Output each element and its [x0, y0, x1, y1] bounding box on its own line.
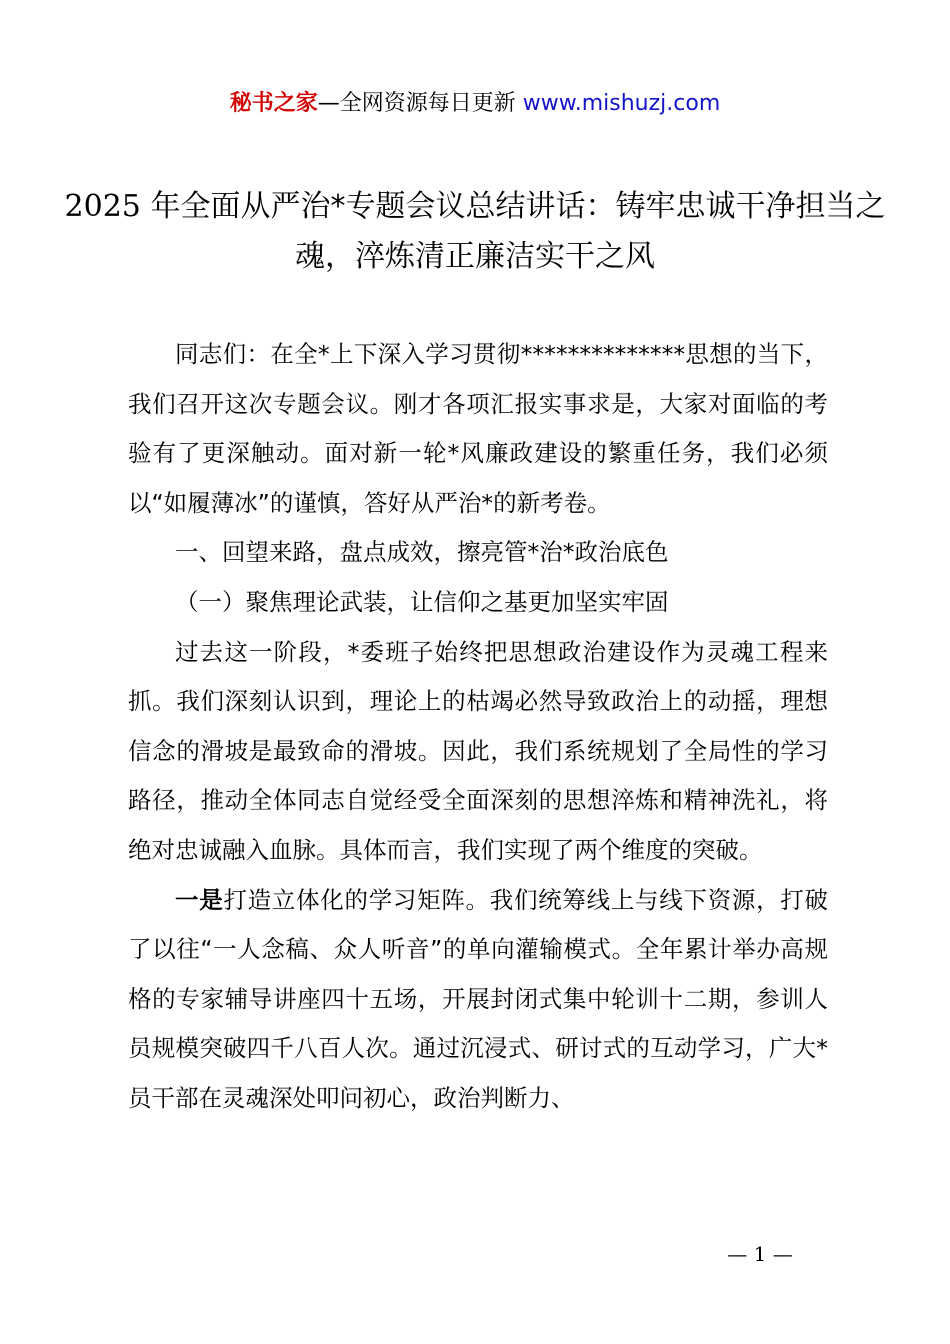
point-one-text: 打造立体化的学习矩阵。我们统筹线上与线下资源，打破了以往“一人念稿、众人听音”的单向灌输模式。全年累计举办高规格的专家辅导讲座四十五场，开展封闭式集中轮训十二期，参训人员规模突破四千八百人次。通过沉浸式、研讨式的互动学习，广大*员干部在灵魂深处叩问初心，政治判断力、: [128, 885, 829, 1112]
brand-name: 秘书之家: [229, 91, 318, 116]
title-text: 年全面从严治*专题会议总结讲话：铸牢忠诚干净担当之魂，淬炼清正廉洁实干之风: [140, 189, 886, 274]
document-title: [60, 182, 890, 282]
opening-paragraph: 同志们：在全*上下深入学习贯彻**************思想的当下，我们召开这次专题会议。刚才各项汇报实事求是，大家对面临的考验有了更深触动。面对新一轮*风廉政建设的繁重任务，我们必须以“如履薄冰”的谨慎，答好从严治*的新考卷。: [128, 340, 828, 517]
header-tagline: —全网资源每日更新: [317, 91, 523, 116]
point-one-lead: 一是: [175, 885, 224, 914]
header-url[interactable]: www.mishuzj.com: [522, 91, 721, 116]
point-one-paragraph: [128, 876, 828, 1124]
subsection-heading: （一）聚焦理论武装，让信仰之基更加坚实牢固: [175, 587, 669, 616]
page-number: — 1 —: [727, 1242, 793, 1266]
body-paragraph: 过去这一阶段，*委班子始终把思想政治建设作为灵魂工程来抓。我们深刻认识到，理论上的枯竭必然导致政治上的动摇，理想信念的滑坡是最致命的滑坡。因此，我们系统规划了全局性的学习路径，推动全体同志自觉经受全面深刻的思想淬炼和精神洗礼，将绝对忠诚融入血脉。具体而言，我们实现了两个维度的突破。: [128, 637, 828, 864]
title-year: 2025: [64, 189, 141, 224]
site-header: [0, 86, 950, 122]
document-body: [128, 330, 828, 1124]
section-heading: 一、回望来路，盘点成效，擦亮管*治*政治底色: [175, 538, 669, 567]
